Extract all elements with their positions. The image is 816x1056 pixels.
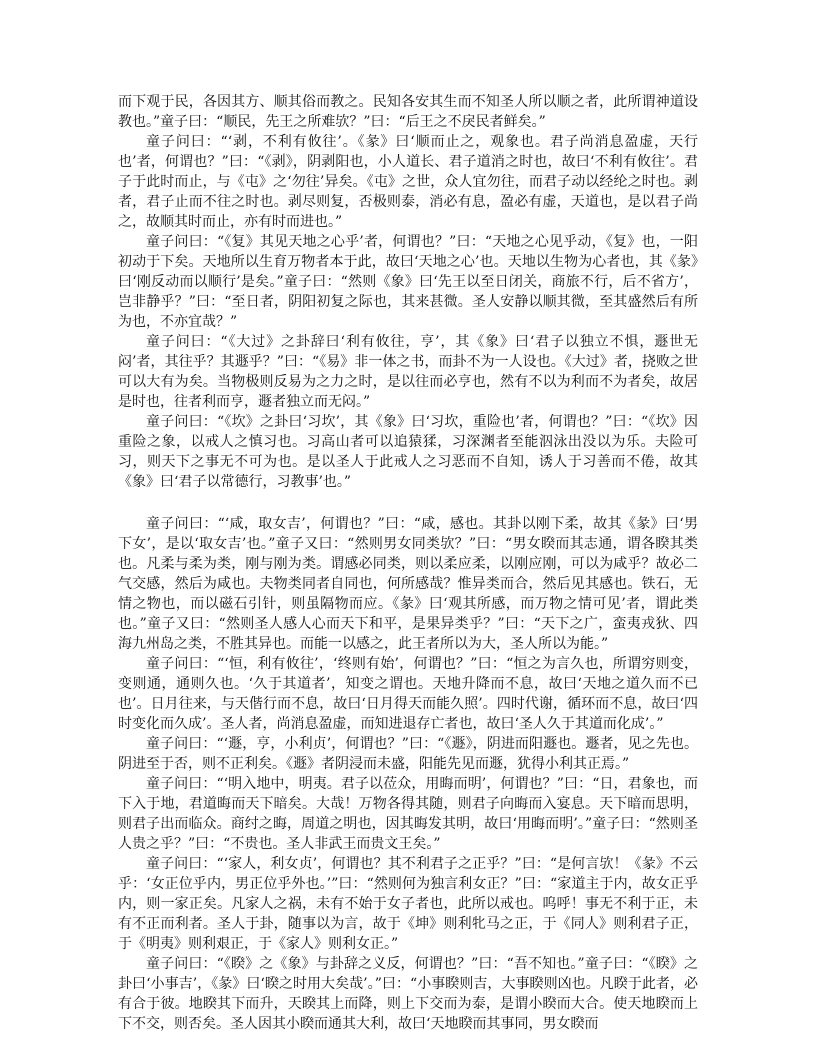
paragraph: 童子问曰：“‘家人，利女贞’，何谓也？其不利君子之正乎？”曰：“是何言欤！《彖》不云乎：‘女正位乎内，男正位乎外也。’”曰：“然则何为独言利女正？”曰：“家道主于内，故女正乎内，则一家正矣。凡家人之祸，未有不始于女子者也，此所以戒也。呜呼！事无不利于正，未有不正而利者。圣人于卦，随事以为言，故于《坤》则利牝马之正，于《同人》则利君子正，于《明夷》则利艰正，于《家人》则利女正。” (118, 856, 698, 952)
document-page (118, 92, 698, 1034)
paragraph: 童子问曰：“《睽》之《象》与卦辞之义反，何谓也？”曰：“吾不知也。”童子曰：“《睽》之卦曰‘小事吉’，《彖》曰‘睽之时用大矣哉’。”曰：“小事睽则吉，大事睽则凶也。凡睽于此者，必有合于彼。地睽其下而升，天睽其上而降，则上下交而为泰，是谓小睽而大合。使天地睽而上下不交，则否矣。圣人因其小睽而通其大利，故曰‘天地睽而其事同，男女睽而 (118, 956, 698, 1032)
paragraph: 童子问曰：“‘剥，不利有攸往’。《彖》曰‘顺而止之，观象也。君子尚消息盈虚，天行也’者，何谓也？”曰：“《剥》，阴剥阳也，小人道长、君子道消之时也，故曰‘不利有攸往’。君子于此时而止，与《屯》之‘勿往’异矣。《屯》之世，众人宜勿往，而君子动以经纶之时也。剥者，君子止而不往之时也。剥尽则复，否极则泰，消必有息，盈必有虚，天道也，是以君子尚之，故顺其时而止，亦有时而进也。” (118, 134, 698, 230)
paragraph: 而下观于民，各因其方、顺其俗而教之。民知各安其生而不知圣人所以顺之者，此所谓神道设教也。”童子曰：“顺民，先王之所难欤？”曰：“后王之不戾民者鲜矣。” (118, 94, 698, 130)
paragraph: 童子问曰：“《复》其见天地之心乎’者，何谓也？”曰：“天地之心见乎动，《复》也，一阳初动于下矣。天地所以生育万物者本于此，故曰‘天地之心’也。天地以生物为心者也，其《彖》曰‘刚反动而以顺行’是矣。”童子曰：“然则《象》曰‘先王以至日闭关，商旅不行，后不省方’，岂非静乎？”曰：“至日者，阴阳初复之际也，其来甚微。圣人安静以顺其微，至其盛然后有所为也，不亦宜哉？” (118, 234, 698, 330)
paragraph: 童子问曰：“‘明入地中，明夷。君子以莅众，用晦而明’，何谓也？”曰：“日，君象也，而下入于地，君道晦而天下暗矣。大哉！万物各得其随，则君子向晦而入宴息。天下暗而思明，则君子出而临众。商纣之晦，周道之明也，因其晦发其明，故曰‘用晦而明’。”童子曰：“然则圣人贵之乎？”曰：“不贵也。圣人非武王而贵文王矣。” (118, 776, 698, 852)
paragraph: 童子问曰：“‘咸，取女吉’，何谓也？”曰：“咸，感也。其卦以刚下柔，故其《彖》曰‘男下女’，是以‘取女吉’也。”童子又曰：“然则男女同类欤？”曰：“男女睽而其志通，谓各睽其类也。凡柔与柔为类，刚与刚为类。谓感必同类，则以柔应柔，以刚应刚，可以为咸乎？故必二气交感，然后为咸也。夫物类同者自同也，何所感哉？惟异类而合，然后见其感也。铁石，无情之物也，而以磁石引针，则虽隔物而应。《彖》曰‘观其所感，而万物之情可见’者，谓此类也。”童子又曰：“然则圣人感人心而天下和平，是果异类乎？”曰：“天下之广，蛮夷戎狄、四海九州岛之类，不胜其异也。而能一以感之，此王者所以为大，圣人所以为能。” (118, 516, 698, 652)
paragraph: 童子问曰：“《大过》之卦辞曰‘利有攸往，亨’，其《象》曰‘君子以独立不惧，遯世无闷’者，其往乎？其遯乎？”曰：“《易》非一体之书，而卦不为一人设也。《大过》者，挠败之世可以大有为矣。当物极则反易为之力之时，是以往而必亨也，然有不以为利而不为者矣，故居是时也，往者利而亨，遯者独立而无闷。” (118, 334, 698, 410)
paragraph: 童子问曰：“《坎》之卦曰‘习坎’，其《象》曰‘习坎，重险也’者，何谓也？”曰：“《坎》因重险之象，以戒人之慎习也。习高山者可以追猿猱，习深渊者至能泅泳出没以为乐。夫险可习，则天下之事无不可为也。是以圣人于此戒人之习恶而不自知，诱人于习善而不倦，故其《象》曰‘君子以常德行，习教事’也。” (118, 414, 698, 490)
section-spacer (118, 492, 698, 514)
paragraph: 童子问曰：“‘恒，利有攸往’，‘终则有始’，何谓也？”曰：“恒之为言久也，所谓穷则变，变则通，通则久也。‘久于其道者’，知变之谓也。天地升降而不息，故曰‘天地之道久而不已也’。日月往来，与天偕行而不息，故曰‘日月得天而能久照’。四时代谢，循环而不息，故曰‘四时变化而久成’。圣人者，尚消息盈虚，而知进退存亡者也，故曰‘圣人久于其道而化成’。” (118, 656, 698, 732)
section-two (118, 514, 698, 1034)
paragraph: 童子问曰：“‘遯，亨，小利贞’，何谓也？”曰：“《遯》，阴进而阳遯也。遯者，见之先也。阴进至于否，则不正利矣。《遯》者阴浸而未盛，阳能先见而遯，犹得小利其正焉。” (118, 736, 698, 772)
section-one (118, 92, 698, 492)
